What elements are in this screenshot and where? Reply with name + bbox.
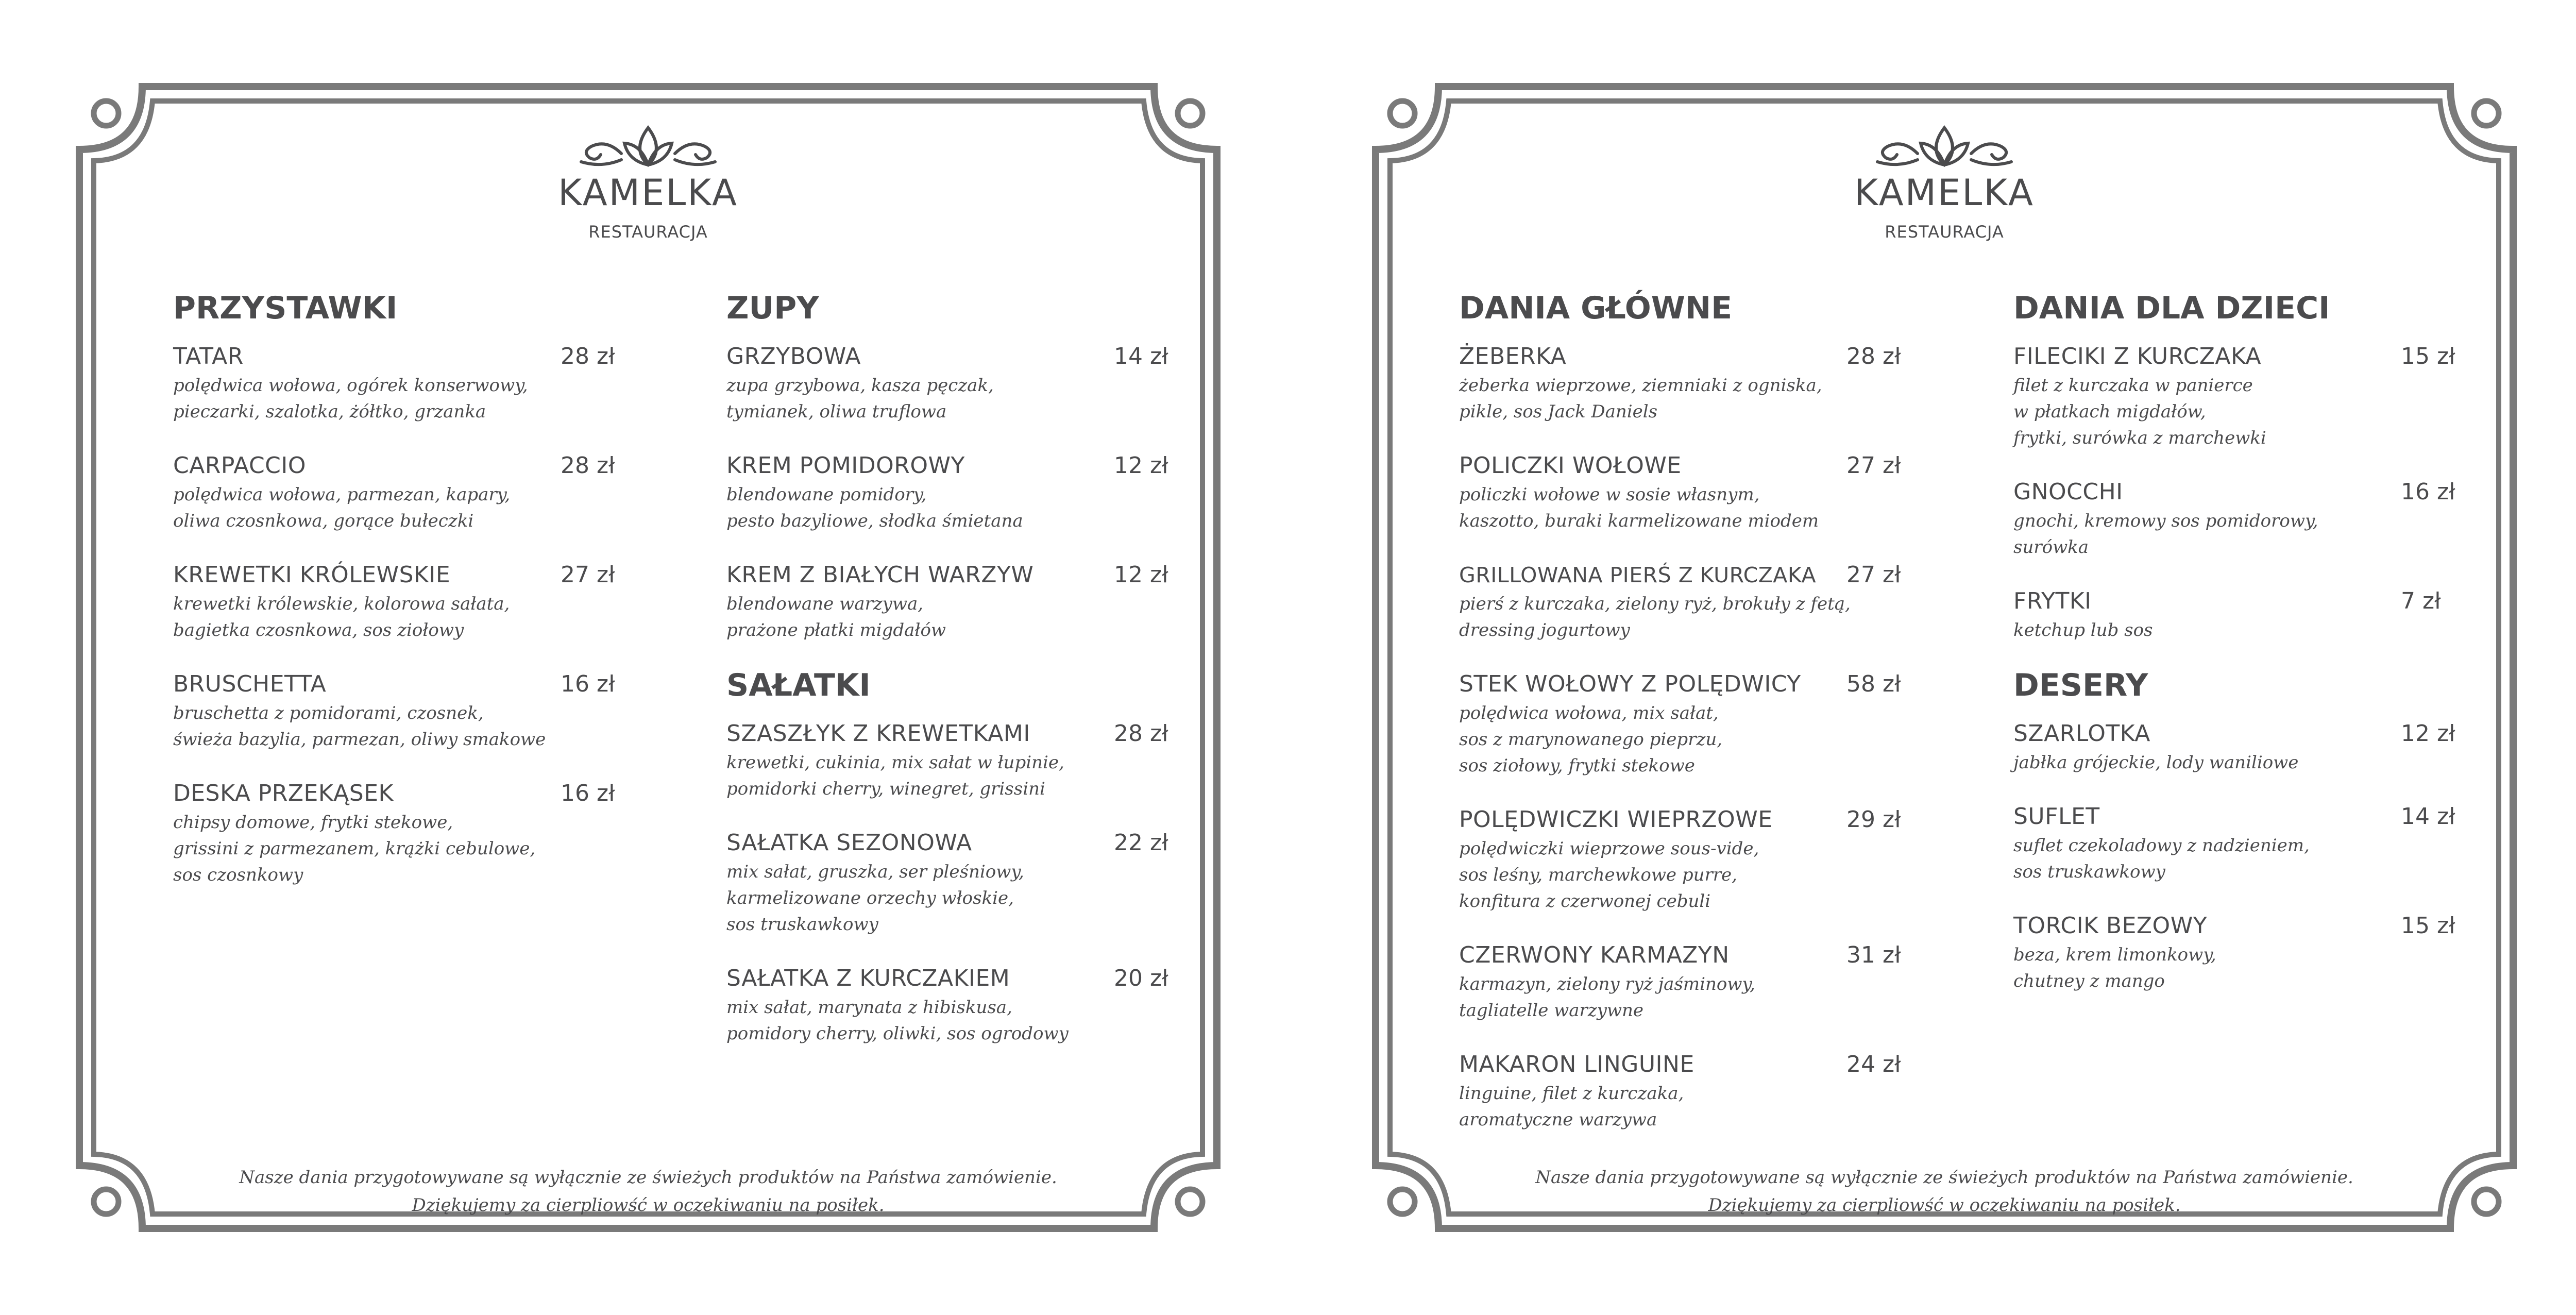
item-price: 58 zł bbox=[1846, 671, 1901, 697]
item-name: BRUSCHETTA bbox=[173, 671, 327, 697]
item-description-line: sos truskawkowy bbox=[2013, 862, 2165, 882]
item-description bbox=[2013, 942, 2405, 994]
brand-name: KAMELKA bbox=[1854, 172, 2035, 214]
item-name: GRZYBOWA bbox=[726, 343, 861, 369]
menu-item bbox=[726, 341, 1180, 425]
menu-column-right-1 bbox=[1459, 291, 1912, 1158]
menu-column-right-2 bbox=[2013, 291, 2467, 1019]
item-description-line: gnochi, kremowy sos pomidorowy, bbox=[2013, 511, 2318, 531]
item-price: 20 zł bbox=[1114, 965, 1168, 991]
item-description-line: zupa grzybowa, kasza pęczak, bbox=[726, 375, 994, 396]
brand-name: KAMELKA bbox=[558, 172, 738, 214]
item-description-line: pikle, sos Jack Daniels bbox=[1459, 401, 1658, 422]
item-description bbox=[173, 373, 565, 425]
item-name: GNOCCHI bbox=[2013, 479, 2123, 505]
item-description-line: tymianek, oliwa truflowa bbox=[726, 401, 947, 422]
item-description-line: konfitura z czerwonej cebuli bbox=[1459, 891, 1711, 912]
lotus-ornament-icon bbox=[1867, 124, 2022, 170]
item-description-line: sos ziołowy, frytki stekowe bbox=[1459, 755, 1695, 776]
item-description-line: polędwiczki wieprzowe sous-vide, bbox=[1459, 838, 1759, 859]
item-description-line: pesto bazyliowe, słodka śmietana bbox=[726, 511, 1023, 531]
menu-item bbox=[2013, 910, 2467, 994]
footer-line: Nasze dania przygotowywane są wyłącznie ze świeżych produktów na Państwa zamówienie. bbox=[1535, 1167, 2353, 1188]
item-description bbox=[173, 700, 565, 753]
item-description bbox=[726, 750, 1118, 802]
item-price: 28 zł bbox=[1114, 720, 1168, 747]
item-description-line: linguine, filet z kurczaka, bbox=[1459, 1083, 1684, 1104]
footer-line: Dziękujemy za cierpliowść w oczekiwaniu na posiłek. bbox=[412, 1195, 885, 1216]
item-description-line: sos truskawkowy bbox=[726, 914, 878, 935]
item-description-line: surówka bbox=[2013, 537, 2089, 558]
menu-item bbox=[726, 559, 1180, 644]
item-description-line: grissini z parmezanem, krążki cebulowe, bbox=[173, 838, 536, 859]
item-description-line: ketchup lub sos bbox=[2013, 620, 2153, 640]
item-description-line: polędwica wołowa, parmezan, kapary, bbox=[173, 484, 511, 505]
item-description-line: tagliatelle warzywne bbox=[1459, 1000, 1644, 1021]
brand-block bbox=[0, 124, 1296, 242]
item-name: KREWETKI KRÓLEWSKIE bbox=[173, 562, 451, 588]
section-title-dania-dla-dzieci: DANIA DLA DZIECI bbox=[2013, 290, 2330, 326]
item-description bbox=[2013, 508, 2405, 561]
menu-footer-note bbox=[1296, 1164, 2576, 1219]
menu-item bbox=[1459, 939, 1912, 1024]
menu-item bbox=[173, 450, 626, 534]
item-description-line: sos czosnkowy bbox=[173, 865, 303, 885]
menu-item bbox=[726, 963, 1180, 1047]
item-description bbox=[2013, 750, 2405, 776]
item-description bbox=[173, 482, 565, 534]
item-description bbox=[1459, 591, 1851, 644]
item-price: 16 zł bbox=[561, 671, 615, 697]
item-description-line: w płatkach migdałów, bbox=[2013, 401, 2206, 422]
item-price: 12 zł bbox=[2401, 720, 2455, 747]
item-description-line: krewetki królewskie, kolorowa sałata, bbox=[173, 594, 510, 614]
section-title-zupy: ZUPY bbox=[726, 290, 819, 326]
item-description bbox=[173, 810, 565, 888]
menu-item bbox=[2013, 718, 2467, 776]
menu-item bbox=[173, 668, 626, 753]
menu-item bbox=[1459, 341, 1912, 425]
item-description-line: pomidory cherry, oliwki, sos ogrodowy bbox=[726, 1023, 1069, 1044]
item-price: 14 zł bbox=[2401, 803, 2455, 830]
item-description bbox=[726, 373, 1118, 425]
footer-line: Dziękujemy za cierpliowść w oczekiwaniu na posiłek. bbox=[1708, 1195, 2181, 1216]
item-price: 22 zł bbox=[1114, 830, 1168, 856]
brand-subtitle: RESTAURACJA bbox=[1885, 222, 2004, 242]
item-description bbox=[2013, 617, 2405, 644]
item-description-line: krewetki, cukinia, mix sałat w łupinie, bbox=[726, 752, 1064, 773]
item-name: TORCIK BEZOWY bbox=[2013, 913, 2208, 939]
menu-item bbox=[2013, 585, 2467, 644]
item-price: 15 zł bbox=[2401, 913, 2455, 939]
item-description-line: pieczarki, szalotka, żółtko, grzanka bbox=[173, 401, 486, 422]
menu-item bbox=[173, 341, 626, 425]
item-price: 28 zł bbox=[561, 452, 615, 479]
menu-item bbox=[173, 778, 626, 888]
item-description-line: pierś z kurczaka, zielony ryż, brokuły z fetą, bbox=[1459, 594, 1851, 614]
item-description-line: żeberka wieprzowe, ziemniaki z ogniska, bbox=[1459, 375, 1822, 396]
item-price: 29 zł bbox=[1846, 806, 1901, 833]
item-name: FILECIKI Z KURCZAKA bbox=[2013, 343, 2262, 369]
item-description bbox=[1459, 1081, 1851, 1133]
item-name: CZERWONY KARMAZYN bbox=[1459, 942, 1730, 968]
item-description bbox=[173, 591, 565, 644]
menu-item bbox=[726, 450, 1180, 534]
item-description-line: chutney z mango bbox=[2013, 971, 2165, 991]
lotus-ornament-icon bbox=[571, 124, 725, 170]
section-title-salatki: SAŁATKI bbox=[726, 667, 871, 703]
item-name: TATAR bbox=[173, 343, 244, 369]
footer-line: Nasze dania przygotowywane są wyłącznie ze świeżych produktów na Państwa zamówienie. bbox=[239, 1167, 1057, 1188]
menu-item bbox=[173, 559, 626, 644]
item-description-line: karmazyn, zielony ryż jaśminowy, bbox=[1459, 974, 1755, 994]
item-price: 28 zł bbox=[561, 343, 615, 369]
item-price: 31 zł bbox=[1846, 942, 1901, 968]
item-price: 24 zł bbox=[1846, 1051, 1901, 1077]
item-description bbox=[1459, 836, 1851, 915]
item-description-line: prażone płatki migdałów bbox=[726, 620, 946, 640]
item-description bbox=[726, 994, 1118, 1047]
item-description-line: sos z marynowanego pieprzu, bbox=[1459, 729, 1723, 750]
item-description-line: aromatyczne warzywa bbox=[1459, 1109, 1657, 1130]
item-description-line: dressing jogurtowy bbox=[1459, 620, 1630, 640]
section-title-desery: DESERY bbox=[2013, 667, 2148, 703]
item-description bbox=[2013, 373, 2405, 451]
item-description bbox=[726, 859, 1118, 938]
item-description bbox=[726, 591, 1118, 644]
item-name: SAŁATKA SEZONOWA bbox=[726, 830, 972, 856]
item-description-line: pomidorki cherry, winegret, grissini bbox=[726, 779, 1045, 799]
menu-footer-note bbox=[0, 1164, 1296, 1219]
section-title-dania-glowne: DANIA GŁÓWNE bbox=[1459, 290, 1733, 326]
item-description-line: bruschetta z pomidorami, czosnek, bbox=[173, 703, 484, 723]
menu-item bbox=[1459, 804, 1912, 915]
item-name: MAKARON LINGUINE bbox=[1459, 1051, 1694, 1077]
item-description bbox=[726, 482, 1118, 534]
item-name: SAŁATKA Z KURCZAKIEM bbox=[726, 965, 1010, 991]
menu-column-left-1 bbox=[173, 291, 626, 913]
brand-block bbox=[1296, 124, 2576, 242]
item-price: 14 zł bbox=[1114, 343, 1168, 369]
item-price: 7 zł bbox=[2401, 588, 2441, 614]
item-description-line: chipsy domowe, frytki stekowe, bbox=[173, 812, 453, 833]
item-price: 16 zł bbox=[561, 780, 615, 806]
item-name: POLĘDWICZKI WIEPRZOWE bbox=[1459, 806, 1773, 833]
item-description-line: suflet czekoladowy z nadzieniem, bbox=[2013, 835, 2310, 856]
item-description-line: mix sałat, marynata z hibiskusa, bbox=[726, 997, 1012, 1018]
item-description bbox=[1459, 373, 1851, 425]
item-description-line: bagietka czosnkowa, sos ziołowy bbox=[173, 620, 464, 640]
menu-item bbox=[726, 718, 1180, 802]
item-description-line: oliwa czosnkowa, gorące bułeczki bbox=[173, 511, 474, 531]
item-description-line: policzki wołowe w sosie własnym, bbox=[1459, 484, 1760, 505]
menu-item bbox=[1459, 668, 1912, 779]
menu-item bbox=[2013, 341, 2467, 451]
item-description bbox=[2013, 833, 2405, 885]
item-description-line: polędwica wołowa, ogórek konserwowy, bbox=[173, 375, 528, 396]
item-name: SZASZŁYK Z KREWETKAMI bbox=[726, 720, 1030, 747]
item-description bbox=[1459, 482, 1851, 534]
item-description-line: świeża bazylia, parmezan, oliwy smakowe bbox=[173, 729, 546, 750]
menu-item bbox=[1459, 450, 1912, 534]
item-name: SUFLET bbox=[2013, 803, 2100, 830]
item-name: ŻEBERKA bbox=[1459, 343, 1567, 369]
item-description-line: jabłka grójeckie, lody waniliowe bbox=[2013, 752, 2299, 773]
brand-subtitle: RESTAURACJA bbox=[588, 222, 708, 242]
item-name: POLICZKI WOŁOWE bbox=[1459, 452, 1682, 479]
item-description-line: polędwica wołowa, mix sałat, bbox=[1459, 703, 1719, 723]
item-name: CARPACCIO bbox=[173, 452, 306, 479]
item-description-line: mix sałat, gruszka, ser pleśniowy, bbox=[726, 862, 1024, 882]
menu-item bbox=[2013, 801, 2467, 885]
item-price: 12 zł bbox=[1114, 452, 1168, 479]
menu-item bbox=[1459, 1049, 1912, 1133]
item-description bbox=[1459, 700, 1851, 779]
item-price: 28 zł bbox=[1846, 343, 1901, 369]
item-description bbox=[1459, 971, 1851, 1024]
item-price: 12 zł bbox=[1114, 562, 1168, 588]
item-description-line: sos leśny, marchewkowe purre, bbox=[1459, 865, 1737, 885]
menu-item bbox=[2013, 476, 2467, 561]
item-price: 27 zł bbox=[1846, 452, 1901, 479]
menu-column-left-2 bbox=[726, 291, 1180, 1072]
item-description-line: kaszotto, buraki karmelizowane miodem bbox=[1459, 511, 1819, 531]
item-price: 15 zł bbox=[2401, 343, 2455, 369]
menu-item bbox=[1459, 559, 1912, 644]
item-description-line: blendowane warzywa, bbox=[726, 594, 924, 614]
item-description-line: frytki, surówka z marchewki bbox=[2013, 428, 2266, 448]
item-name: GRILLOWANA PIERŚ Z KURCZAKA bbox=[1459, 563, 1817, 587]
menu-page-right bbox=[1296, 0, 2576, 1315]
item-price: 16 zł bbox=[2401, 479, 2455, 505]
item-price: 27 zł bbox=[561, 562, 615, 588]
item-name: STEK WOŁOWY Z POLĘDWICY bbox=[1459, 671, 1801, 697]
item-name: SZARLOTKA bbox=[2013, 720, 2150, 747]
item-name: FRYTKI bbox=[2013, 588, 2092, 614]
item-description-line: filet z kurczaka w panierce bbox=[2013, 375, 2253, 396]
item-name: KREM Z BIAŁYCH WARZYW bbox=[726, 562, 1034, 588]
item-price: 27 zł bbox=[1846, 562, 1901, 588]
item-name: DESKA PRZEKĄSEK bbox=[173, 780, 394, 806]
menu-item bbox=[726, 827, 1180, 938]
item-description-line: blendowane pomidory, bbox=[726, 484, 927, 505]
item-name: KREM POMIDOROWY bbox=[726, 452, 965, 479]
item-description-line: karmelizowane orzechy włoskie, bbox=[726, 888, 1014, 908]
item-description-line: beza, krem limonkowy, bbox=[2013, 945, 2216, 965]
section-title-przystawki: PRZYSTAWKI bbox=[173, 290, 398, 326]
